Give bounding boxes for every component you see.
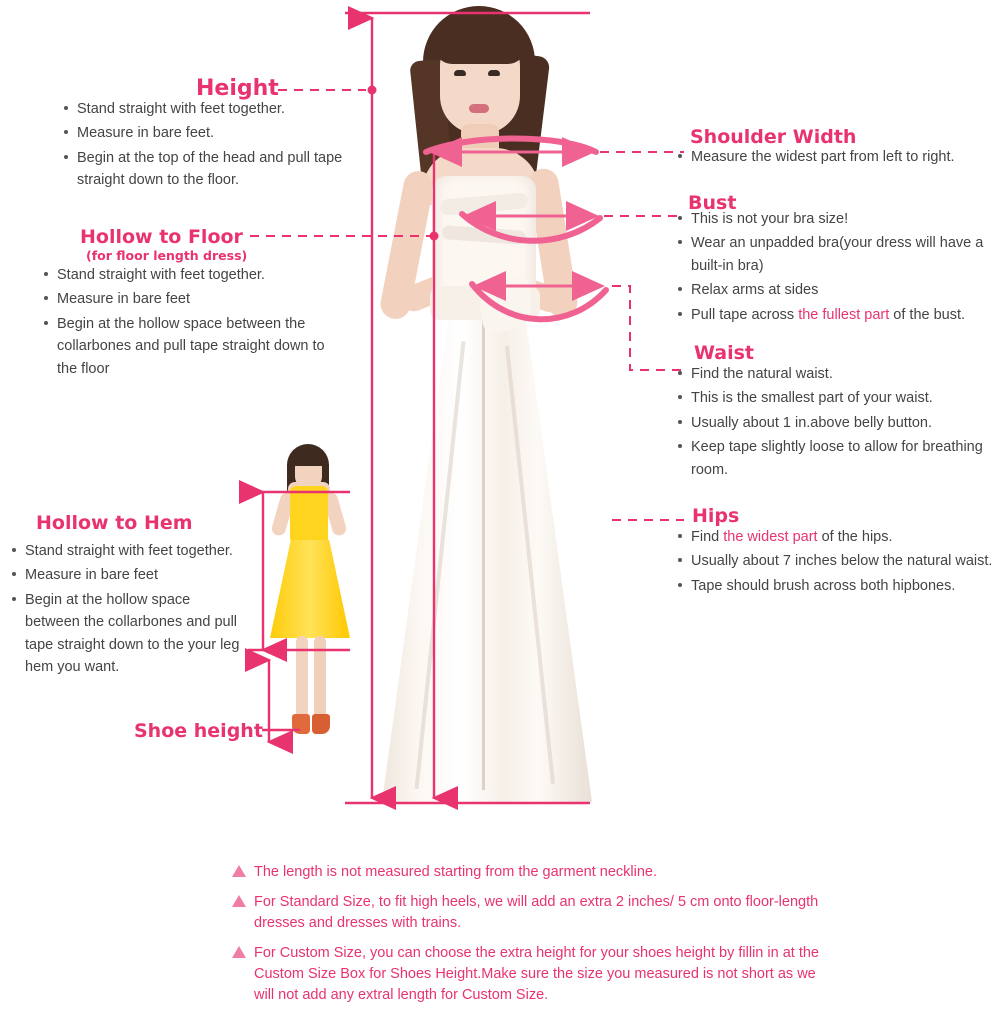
bust-last-post: of the bust.: [889, 306, 966, 323]
note-text: The length is not measured starting from the garment neckline.: [254, 864, 657, 880]
hips-bullet-list: [676, 526, 996, 597]
note-item: [232, 862, 832, 883]
list-item: Stand straight with feet together.: [10, 540, 245, 562]
list-item: Usually about 7 inches below the natural waist.: [676, 550, 996, 572]
list-item: Begin at the hollow space between the collarbones and pull tape straight down to the floor: [42, 313, 342, 380]
hips-first-post: of the hips.: [817, 529, 893, 545]
shoulder-width-bullet-list: [676, 146, 996, 168]
bust-last-pre: Pull tape across: [691, 306, 799, 323]
hips-first-emphasis: the widest part: [723, 529, 818, 545]
warning-triangle-icon: [232, 865, 246, 877]
list-item: Wear an unpadded bra(your dress will have a built-in bra): [676, 232, 996, 277]
bust-heading: Bust: [688, 192, 737, 214]
height-heading: Height: [196, 76, 279, 101]
hollow-to-floor-bullet-list: [42, 264, 342, 380]
list-item: Measure in bare feet: [42, 288, 342, 310]
list-item: Measure in bare feet: [10, 564, 245, 586]
list-item: Begin at the hollow space between the collarbones and pull tape straight down to the your leg hem you want.: [10, 589, 245, 679]
list-item: Usually about 1 in.above belly button.: [676, 412, 996, 434]
hollow-to-floor-subheading: (for floor length dress): [86, 248, 248, 263]
waist-bullet-list: [676, 363, 996, 481]
hips-heading: Hips: [692, 505, 740, 527]
list-item: This is the smallest part of your waist.: [676, 387, 996, 409]
list-item: Keep tape slightly loose to allow for breathing room.: [676, 436, 996, 481]
shoulder-width-heading: Shoulder Width: [690, 126, 857, 148]
list-item: Measure in bare feet.: [62, 122, 362, 144]
bust-last-emphasis: the fullest part: [798, 306, 890, 323]
note-item: [232, 943, 832, 1006]
list-item: [676, 304, 996, 326]
list-item: Stand straight with feet together.: [42, 264, 342, 286]
list-item: This is not your bra size!: [676, 208, 996, 230]
bust-bullet-list: [676, 208, 996, 326]
shoe-height-heading: Shoe height: [134, 720, 263, 742]
hollow-to-floor-heading: Hollow to Floor: [80, 226, 243, 248]
short-dress-illustration: [252, 440, 382, 760]
list-item: [676, 526, 996, 548]
list-item: Tape should brush across both hipbones.: [676, 575, 996, 597]
list-item: Measure the widest part from left to right.: [676, 146, 996, 168]
list-item: Find the natural waist.: [676, 363, 996, 385]
hollow-to-hem-bullet-list: [10, 540, 245, 679]
waist-heading: Waist: [694, 342, 755, 364]
hollow-to-hem-heading: Hollow to Hem: [36, 512, 193, 534]
warning-triangle-icon: [232, 946, 246, 958]
list-item: Begin at the top of the head and pull tape straight down to the floor.: [62, 147, 362, 192]
hips-first-pre: Find: [691, 529, 724, 545]
list-item: Relax arms at sides: [676, 279, 996, 301]
warning-triangle-icon: [232, 895, 246, 907]
footer-notes: [232, 862, 832, 1015]
height-bullet-list: [62, 98, 362, 192]
note-item: [232, 892, 832, 934]
list-item: Stand straight with feet together.: [62, 98, 362, 120]
note-text: For Custom Size, you can choose the extra height for your shoes height by fillin in at the Custom Size Box for Shoes Height.Make sure the size you measured is not short as we will not add any extral length for Custom Size.: [254, 945, 819, 1004]
note-text: For Standard Size, to fit high heels, we will add an extra 2 inches/ 5 cm onto floor-length dresses and dresses with trains.: [254, 894, 819, 932]
